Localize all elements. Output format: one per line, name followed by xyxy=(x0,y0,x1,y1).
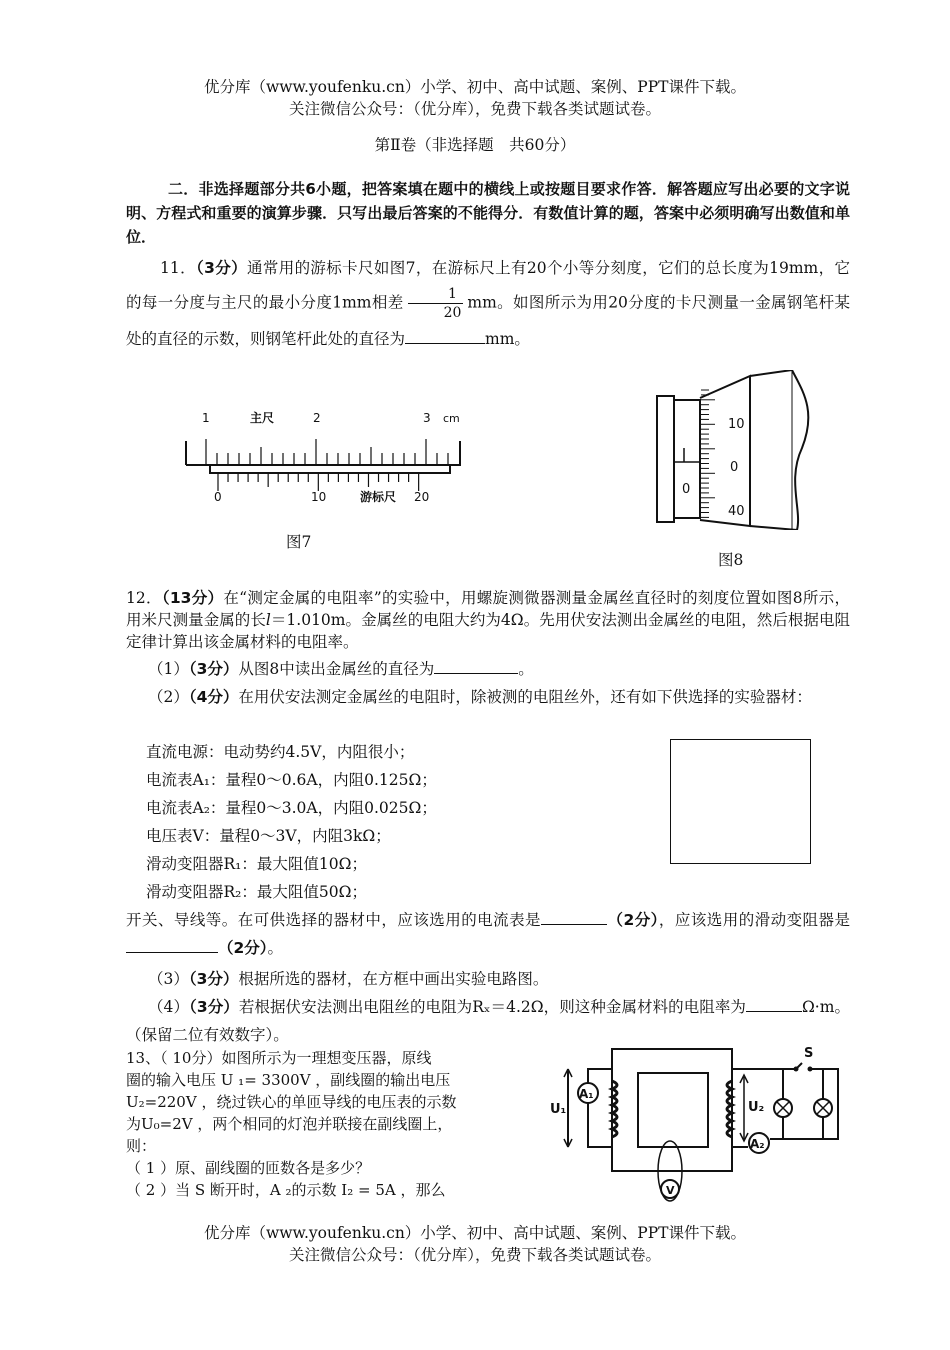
q12-part-1 xyxy=(148,656,848,682)
q12-choose-end: 。 xyxy=(267,939,284,957)
q12-p3-text: 根据所选的器材，在方框中画出实验电路图。 xyxy=(238,970,549,988)
q11-text-b: mm。如图所示为用20分度的卡尺测量一金属钢笔杆某处的直径的示数，则钢笔杆此处的直径为 xyxy=(126,293,850,348)
q12-p4-answer-blank[interactable] xyxy=(746,994,802,1012)
q11-text-a: 通常用的游标卡尺如图7，在游标尺上有20个小等分刻度，它们的总长度为19mm，它的每一分度与主尺的最小分度1mm相差 xyxy=(126,259,850,312)
q13-line-3: U₂=220V ，绕过铁心的单匝导线的电压表的示数 xyxy=(126,1093,457,1111)
q11-score: （3分） xyxy=(195,259,247,277)
main-scale-ticks xyxy=(206,439,448,465)
voltmeter-label: V xyxy=(666,1184,675,1197)
sleeve-label-0: 0 xyxy=(682,482,691,497)
q12-p3-label: （3） xyxy=(148,970,189,988)
q13-line-6: （ 1 ）原、副线圈的匝数各是多少？ xyxy=(126,1159,371,1177)
equipment-item: 电压表V：量程0～3V，内阻3kΩ； xyxy=(146,827,391,845)
circuit-diagram-box[interactable] xyxy=(670,739,811,864)
q12-p1-answer-blank[interactable] xyxy=(434,656,518,674)
main-tick-label-1: 1 xyxy=(202,411,210,425)
ammeter-a1-label: A₁ xyxy=(579,1087,594,1101)
equipment-item: 滑动变阻器R₂：最大阻值50Ω； xyxy=(146,883,367,901)
q12-choose-score-2: （2分） xyxy=(218,939,268,957)
thimble-scale-ticks xyxy=(701,390,715,517)
ammeter-a2-label: A₂ xyxy=(750,1137,765,1151)
q12-p4-text: 若根据伏安法测出电阻丝的电阻为Rₓ＝4.2Ω，则这种金属材料的电阻率为 xyxy=(238,998,746,1016)
q11-frac-num: 1 xyxy=(408,285,464,304)
q13-text-1: 如图所示为一理想变压器，原线 xyxy=(221,1049,432,1067)
footer-line-1: 优分库（www.youfenku.cn）小学、初中、高中试题、案例、PPT课件下载。 xyxy=(203,1224,747,1242)
thimble-label-10: 10 xyxy=(728,417,745,432)
voltage-u2-label: U₂ xyxy=(748,1100,765,1115)
q12-p1-end: 。 xyxy=(518,660,534,678)
q11-unit: mm。 xyxy=(485,330,530,348)
vernier-tick-label-10: 10 xyxy=(311,490,327,504)
q12-p2-label: （2） xyxy=(148,688,189,706)
unit-label-cm: cm xyxy=(443,412,460,425)
q12-choose-a: 开关、导线等。在可供选择的器材中，应该选用的电流表是 xyxy=(126,911,542,929)
q12-p4-end: Ω·m。（保留二位有效数字）。 xyxy=(126,998,850,1044)
q13-line-7: （ 2 ）当 S 断开时，A ₂的示数 I₂ = 5A ，那么 xyxy=(126,1181,446,1199)
switch-s-label: S xyxy=(804,1047,814,1061)
q12-text-a: 在“测定金属的电阻率”的实验中，用螺旋测微器测量金属丝直径时的刻度位置如图8所示，用米尺测量金属的长 xyxy=(126,589,850,629)
q12-choose-score-1: （2分） xyxy=(607,911,659,929)
q12-part-4 xyxy=(126,993,850,1049)
figure-8-micrometer xyxy=(652,370,832,530)
q12-text-b: ＝1.010m。金属丝的电阻大约为4Ω。先用伏安法测出金属丝的电阻，然后根据电阻定律计算出该金属材料的电阻率。 xyxy=(126,611,850,651)
q12-choose xyxy=(126,906,850,962)
q13-score: （ 10分） xyxy=(160,1049,222,1067)
rheostat-answer-blank[interactable] xyxy=(126,935,218,953)
q12-part-2 xyxy=(126,684,850,710)
figure-7-vernier-caliper xyxy=(180,405,470,515)
q12-p2-text: 在用伏安法测定金属丝的电阻时，除被测的电阻丝外，还有如下供选择的实验器材： xyxy=(238,688,812,706)
main-scale-label: 主尺 xyxy=(250,411,275,425)
q11-answer-blank[interactable] xyxy=(405,326,485,344)
q13-number: 13、 xyxy=(126,1049,161,1067)
main-tick-label-2: 2 xyxy=(313,411,321,425)
q12-p1-label: （1） xyxy=(148,660,189,678)
header-line-2: 关注微信公众号：（优分库），免费下载各类试题试卷。 xyxy=(288,100,661,118)
q12-p2-score: （4分） xyxy=(188,688,239,706)
q13-line-5: 则： xyxy=(126,1137,157,1155)
q12-score: （13分） xyxy=(161,589,224,607)
q12-p4-score: （3分） xyxy=(189,998,239,1016)
thimble-label-40: 40 xyxy=(728,504,745,519)
q12-p1-text: 从图8中读出金属丝的直径为 xyxy=(238,660,435,678)
header-line-1: 优分库（www.youfenku.cn）小学、初中、高中试题、案例、PPT课件下载。 xyxy=(203,78,747,96)
instructions: 二．非选择题部分共6小题，把答案填在题中的横线上或按题目要求作答．解答题应写出必要的文字说明、方程式和重要的演算步骤．只写出最后答案的不能得分．有数值计算的题，答案中必须明确写出数值和单位． xyxy=(126,180,850,246)
equipment-item: 电流表A₁：量程0～0.6A，内阻0.125Ω； xyxy=(146,771,437,789)
question-11 xyxy=(126,251,850,356)
q12-p4-label: （4） xyxy=(148,998,190,1016)
figure-13-transformer xyxy=(548,1047,848,1205)
q12-var-l: l xyxy=(265,611,271,629)
question-13 xyxy=(126,1047,526,1201)
q12-p1-score: （3分） xyxy=(188,660,239,678)
q13-line-2: 圈的输入电压 U ₁= 3300V ，副线圈的输出电压 xyxy=(126,1071,451,1089)
q13-line-1 xyxy=(126,1047,526,1069)
question-12 xyxy=(126,587,850,653)
vernier-tick-label-0: 0 xyxy=(214,490,222,504)
vernier-scale-label: 游标尺 xyxy=(360,490,397,504)
q12-p3-score: （3分） xyxy=(188,970,239,988)
q11-number: 11． xyxy=(160,259,196,277)
main-tick-label-3: 3 xyxy=(423,411,431,425)
thimble-label-0: 0 xyxy=(730,460,739,475)
ammeter-answer-blank[interactable] xyxy=(541,907,607,925)
equipment-item: 滑动变阻器R₁：最大阻值10Ω； xyxy=(146,855,367,873)
q12-part-3 xyxy=(148,966,848,992)
q13-line-4: 为U₀=2V ，两个相同的灯泡并联接在副线圈上， xyxy=(126,1115,453,1133)
q12-number: 12． xyxy=(126,589,162,607)
vernier-tick-label-20: 20 xyxy=(414,490,430,504)
q12-choose-b: ，应该选用的滑动变阻器是 xyxy=(658,911,850,929)
voltage-u1-label: U₁ xyxy=(550,1102,567,1117)
equipment-item: 电流表A₂：量程0～3.0A，内阻0.025Ω； xyxy=(146,799,437,817)
figure-7-caption: 图7 xyxy=(286,533,312,551)
equipment-list xyxy=(146,738,646,906)
vernier-scale-ticks xyxy=(218,473,419,491)
section-title: 第Ⅱ卷（非选择题 共60分） xyxy=(374,136,576,154)
q11-fraction xyxy=(408,285,464,322)
q11-frac-den: 20 xyxy=(443,305,462,321)
equipment-item: 直流电源：电动势约4.5V，内阻很小； xyxy=(146,743,415,761)
footer-line-2: 关注微信公众号：（优分库），免费下载各类试题试卷。 xyxy=(288,1246,661,1264)
figure-8-caption: 图8 xyxy=(718,551,744,569)
